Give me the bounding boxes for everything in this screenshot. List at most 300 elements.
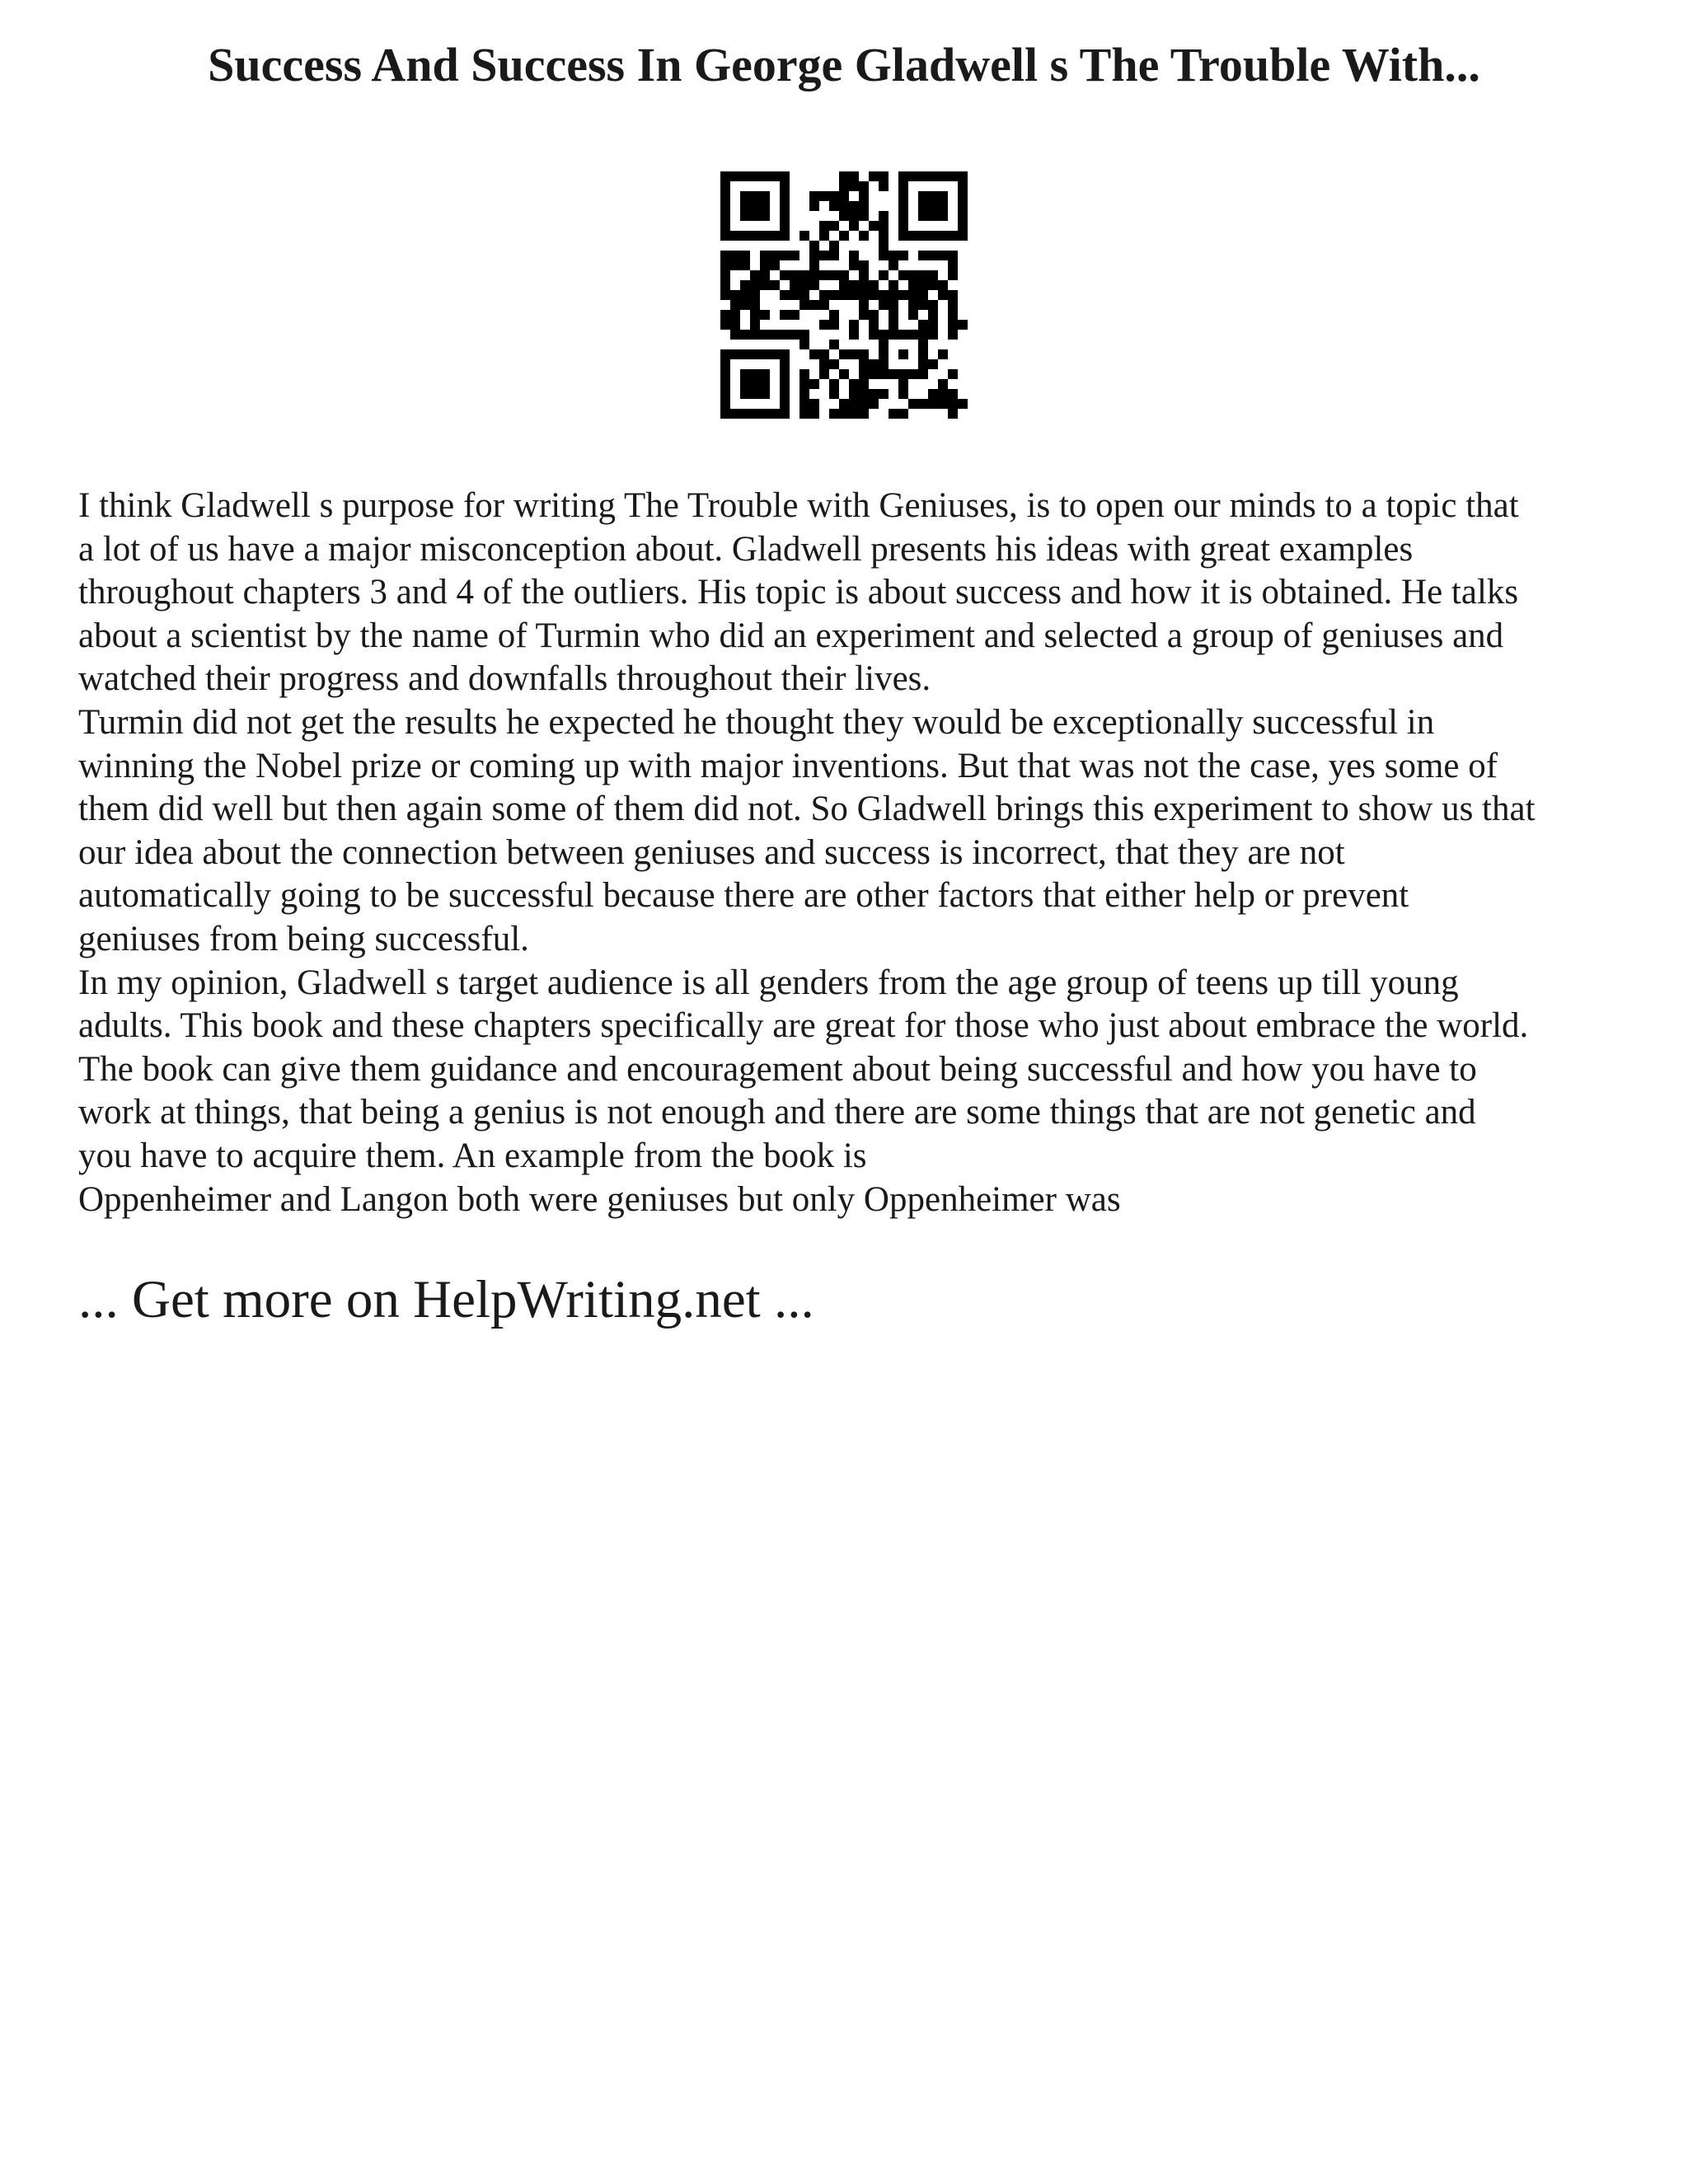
qr-module [958,211,968,221]
qr-module [958,191,968,201]
qr-module [799,300,809,310]
qr-module [938,171,948,181]
qr-module [780,330,790,340]
qr-module [918,231,928,241]
qr-module [750,171,760,181]
qr-module [720,399,730,409]
qr-module [889,409,898,419]
qr-module [730,349,740,359]
qr-module [740,409,750,419]
qr-module [879,369,889,379]
qr-module [750,290,760,300]
qr-module [859,191,869,201]
qr-module [908,399,918,409]
qr-module [869,310,879,320]
qr-module [740,211,750,221]
qr-module [918,290,928,300]
qr-module [839,231,849,241]
body-line: work at things, that being a genius is not enough and there are some things that are not genetic and [78,1093,1476,1132]
qr-module [829,221,839,231]
qr-module [750,369,760,379]
qr-module [839,409,849,419]
qr-module [859,349,869,359]
qr-module [889,300,898,310]
qr-module [928,171,938,181]
qr-module [740,379,750,389]
qr-module [918,251,928,260]
qr-module [918,280,928,290]
qr-module [908,310,918,320]
body-line: Turmin did not get the results he expected he thought they would be exceptionally successful in [78,702,1435,742]
qr-module [809,409,819,419]
qr-module [938,399,948,409]
qr-module [938,231,948,241]
qr-module [898,251,908,260]
qr-module [869,320,879,330]
qr-module [770,260,780,270]
qr-module [750,389,760,399]
qr-module [790,251,799,260]
qr-module [879,290,889,300]
qr-module [898,171,908,181]
qr-module [780,369,790,379]
qr-module [740,260,750,270]
qr-module [839,290,849,300]
qr-module [790,270,799,280]
qr-module [720,171,730,181]
qr-module [720,260,730,270]
qr-module [809,251,819,260]
qr-module [918,270,928,280]
qr-module [740,330,750,340]
qr-module [829,191,839,201]
qr-module [730,320,740,330]
qr-module [889,260,898,270]
qr-module [720,251,730,260]
qr-module [819,251,829,260]
qr-module [839,191,849,201]
qr-module [829,290,839,300]
qr-module [938,201,948,211]
qr-module [948,320,958,330]
qr-module [740,201,750,211]
qr-module [790,330,799,340]
qr-module [879,389,889,399]
qr-module [908,171,918,181]
qr-module [780,409,790,419]
qr-module [780,290,790,300]
qr-module [750,300,760,310]
qr-module [799,330,809,340]
qr-module [760,231,770,241]
qr-module [740,349,750,359]
qr-module [819,359,829,369]
qr-module [948,171,958,181]
qr-module [740,231,750,241]
qr-module [809,260,819,270]
body-line: you have to acquire them. An example from the book is [78,1136,867,1175]
qr-module [740,280,750,290]
qr-module [819,270,829,280]
qr-module [928,300,938,310]
qr-module [780,181,790,191]
qr-module [720,369,730,379]
qr-module [908,231,918,241]
qr-module [790,290,799,300]
qr-module [859,310,869,320]
qr-module [760,260,770,270]
qr-module [928,359,938,369]
qr-module [720,231,730,241]
qr-module [908,330,918,340]
qr-module [849,171,859,181]
qr-module [938,379,948,389]
qr-module [760,251,770,260]
qr-module [750,409,760,419]
body-line: winning the Nobel prize or coming up with major inventions. But that was not the case, yes some of [78,746,1498,785]
qr-module [898,231,908,241]
qr-module [938,290,948,300]
qr-module [720,181,730,191]
qr-module [879,349,889,359]
qr-module [780,270,790,280]
qr-module [898,389,908,399]
qr-module [869,280,879,290]
qr-module [849,349,859,359]
qr-module [730,251,740,260]
qr-module [819,231,829,241]
qr-module [869,389,879,399]
qr-module [898,369,908,379]
qr-module [898,270,908,280]
qr-module [780,349,790,359]
qr-module [918,369,928,379]
qr-module [720,409,730,419]
qr-module [849,320,859,330]
qr-module [760,171,770,181]
qr-module [740,171,750,181]
body-line: a lot of us have a major misconception about. Gladwell presents his ideas with great examples [78,529,1414,569]
qr-module [799,399,809,409]
qr-module [730,310,740,320]
qr-module [839,181,849,191]
qr-module [898,201,908,211]
qr-module [849,211,859,221]
qr-module [720,290,730,300]
qr-module [859,300,869,310]
qr-module [849,221,859,231]
qr-module [958,399,968,409]
qr-module [829,201,839,211]
body-line: about a scientist by the name of Turmin who did an experiment and selected a group of geniuses and [78,616,1504,655]
document-title: Success And Success In George Gladwell s The Trouble With... [208,38,1480,91]
qr-module [770,330,780,340]
qr-module [780,171,790,181]
qr-module [780,201,790,211]
qr-module [750,379,760,389]
qr-module [760,330,770,340]
qr-module [918,300,928,310]
qr-module [928,399,938,409]
body-line: our idea about the connection between geniuses and success is incorrect, that they are not [78,832,1345,872]
qr-module [898,191,908,201]
qr-module [770,280,780,290]
qr-module [760,270,770,280]
qr-module [730,171,740,181]
qr-module [928,201,938,211]
qr-module [928,389,938,399]
qr-module [809,241,819,251]
qr-module [839,171,849,181]
qr-module [849,201,859,211]
qr-module [740,300,750,310]
qr-module [790,280,799,290]
qr-module [879,340,889,349]
qr-module [780,191,790,201]
qr-module [750,310,760,320]
body-line: The book can give them guidance and encouragement about being successful and how you have to [78,1049,1477,1089]
qr-module [720,389,730,399]
qr-module [829,409,839,419]
qr-module [958,320,968,330]
qr-module [720,310,730,320]
body-line: watched their progress and downfalls throughout their lives. [78,659,931,699]
qr-module [879,241,889,251]
qr-module [898,211,908,221]
body-line: I think Gladwell s purpose for writing The Trouble with Geniuses, is to open our minds to a topic that [78,486,1519,525]
qr-module [859,231,869,241]
qr-module [918,320,928,330]
qr-module [869,369,879,379]
qr-module [918,201,928,211]
qr-module [799,369,809,379]
qr-module [760,379,770,389]
qr-module [809,300,819,310]
qr-module [799,290,809,300]
qr-module [859,389,869,399]
qr-module [819,191,829,201]
qr-module [849,330,859,340]
qr-module [780,399,790,409]
qr-module [790,310,799,320]
qr-module [869,399,879,409]
qr-module [948,270,958,280]
qr-module [780,251,790,260]
qr-module [780,211,790,221]
qr-module [859,211,869,221]
qr-module [889,320,898,330]
qr-module [898,349,908,359]
qr-module [898,290,908,300]
qr-module [760,369,770,379]
qr-module [938,389,948,399]
qr-module [948,369,958,379]
qr-module [958,221,968,231]
qr-module [829,251,839,260]
qr-module [928,320,938,330]
qr-module [908,280,918,290]
qr-module [740,290,750,300]
qr-module [720,221,730,231]
qr-module [898,330,908,340]
qr-module [760,201,770,211]
qr-module [750,201,760,211]
qr-module [918,359,928,369]
qr-module [740,369,750,379]
qr-module [799,340,809,349]
qr-module [829,310,839,320]
qr-module [839,201,849,211]
qr-module [750,349,760,359]
qr-module [839,280,849,290]
qr-module [928,280,938,290]
qr-module [948,290,958,300]
qr-module [730,260,740,270]
qr-module [760,409,770,419]
qr-module [859,201,869,211]
body-line: In my opinion, Gladwell s target audience is all genders from the age group of teens up till young [78,963,1459,1002]
qr-module [829,241,839,251]
qr-module [898,181,908,191]
qr-module [750,270,760,280]
qr-module [780,231,790,241]
qr-module [750,330,760,340]
qr-module [849,251,859,260]
qr-module [829,340,839,349]
qr-module [780,379,790,389]
qr-module [849,260,859,270]
qr-module [879,330,889,340]
qr-module [928,191,938,201]
qr-module [839,349,849,359]
get-more-link[interactable]: ... Get more on HelpWriting.net ... [78,1270,814,1329]
qr-module [720,379,730,389]
qr-module [760,310,770,320]
qr-module [750,191,760,201]
qr-module [720,349,730,359]
qr-module [898,221,908,231]
qr-module [780,359,790,369]
qr-module [948,231,958,241]
qr-module [889,330,898,340]
qr-module [879,300,889,310]
qr-module [809,399,819,409]
qr-module [948,300,958,310]
qr-module [879,181,889,191]
qr-module [879,251,889,260]
qr-module [859,369,869,379]
qr-module [809,191,819,201]
qr-module [760,280,770,290]
qr-module [859,399,869,409]
body-line: adults. This book and these chapters specifically are great for those who just about embrace the world. [78,1006,1529,1046]
qr-module [829,379,839,389]
qr-module [849,409,859,419]
qr-module [799,270,809,280]
qr-module [898,379,908,389]
qr-module [819,221,829,231]
qr-module [928,231,938,241]
qr-module [720,320,730,330]
qr-module [889,251,898,260]
qr-module [869,171,879,181]
qr-module [819,320,829,330]
qr-module [839,369,849,379]
qr-module [849,290,859,300]
qr-module [948,409,958,419]
qr-module [908,290,918,300]
qr-module [760,191,770,201]
qr-module [720,201,730,211]
qr-module [809,280,819,290]
qr-module [879,359,889,369]
qr-module [819,290,829,300]
qr-module [938,280,948,290]
qr-module [829,320,839,330]
qr-module [770,231,780,241]
qr-module [740,389,750,399]
qr-module [720,280,730,290]
qr-module [809,379,819,389]
qr-module [770,409,780,419]
qr-code-icon [720,171,968,419]
qr-module [770,251,780,260]
qr-module [829,359,839,369]
qr-module [869,221,879,231]
qr-module [938,251,948,260]
body-line: them did well but then again some of them did not. So Gladwell brings this experiment to show us that [78,790,1536,829]
qr-module [839,211,849,221]
qr-module [859,359,869,369]
qr-module [809,270,819,280]
qr-module [849,379,859,389]
qr-module [948,330,958,340]
qr-module [869,359,879,369]
qr-module [938,191,948,201]
qr-module [859,181,869,191]
qr-module [809,201,819,211]
qr-module [750,280,760,290]
body-line: geniuses from being successful. [78,919,529,958]
qr-module [948,310,958,320]
qr-module [760,389,770,399]
qr-module [750,320,760,330]
qr-module [750,231,760,241]
qr-module [889,290,898,300]
qr-module [849,280,859,290]
qr-module [839,399,849,409]
qr-module [928,211,938,221]
qr-module [948,251,958,260]
qr-module [760,211,770,221]
qr-module [908,369,918,379]
qr-module [958,201,968,211]
qr-module [918,191,928,201]
qr-module [770,171,780,181]
qr-module [918,340,928,349]
qr-module [948,389,958,399]
qr-module [918,211,928,221]
qr-module [730,300,740,310]
qr-module [799,389,809,399]
qr-module [849,399,859,409]
body-line: throughout chapters 3 and 4 of the outliers. His topic is about success and how it is obtained. He talks [78,573,1519,612]
qr-module [799,231,809,241]
qr-module [720,191,730,201]
qr-module [938,349,948,359]
qr-module [829,389,839,399]
qr-module [829,270,839,280]
